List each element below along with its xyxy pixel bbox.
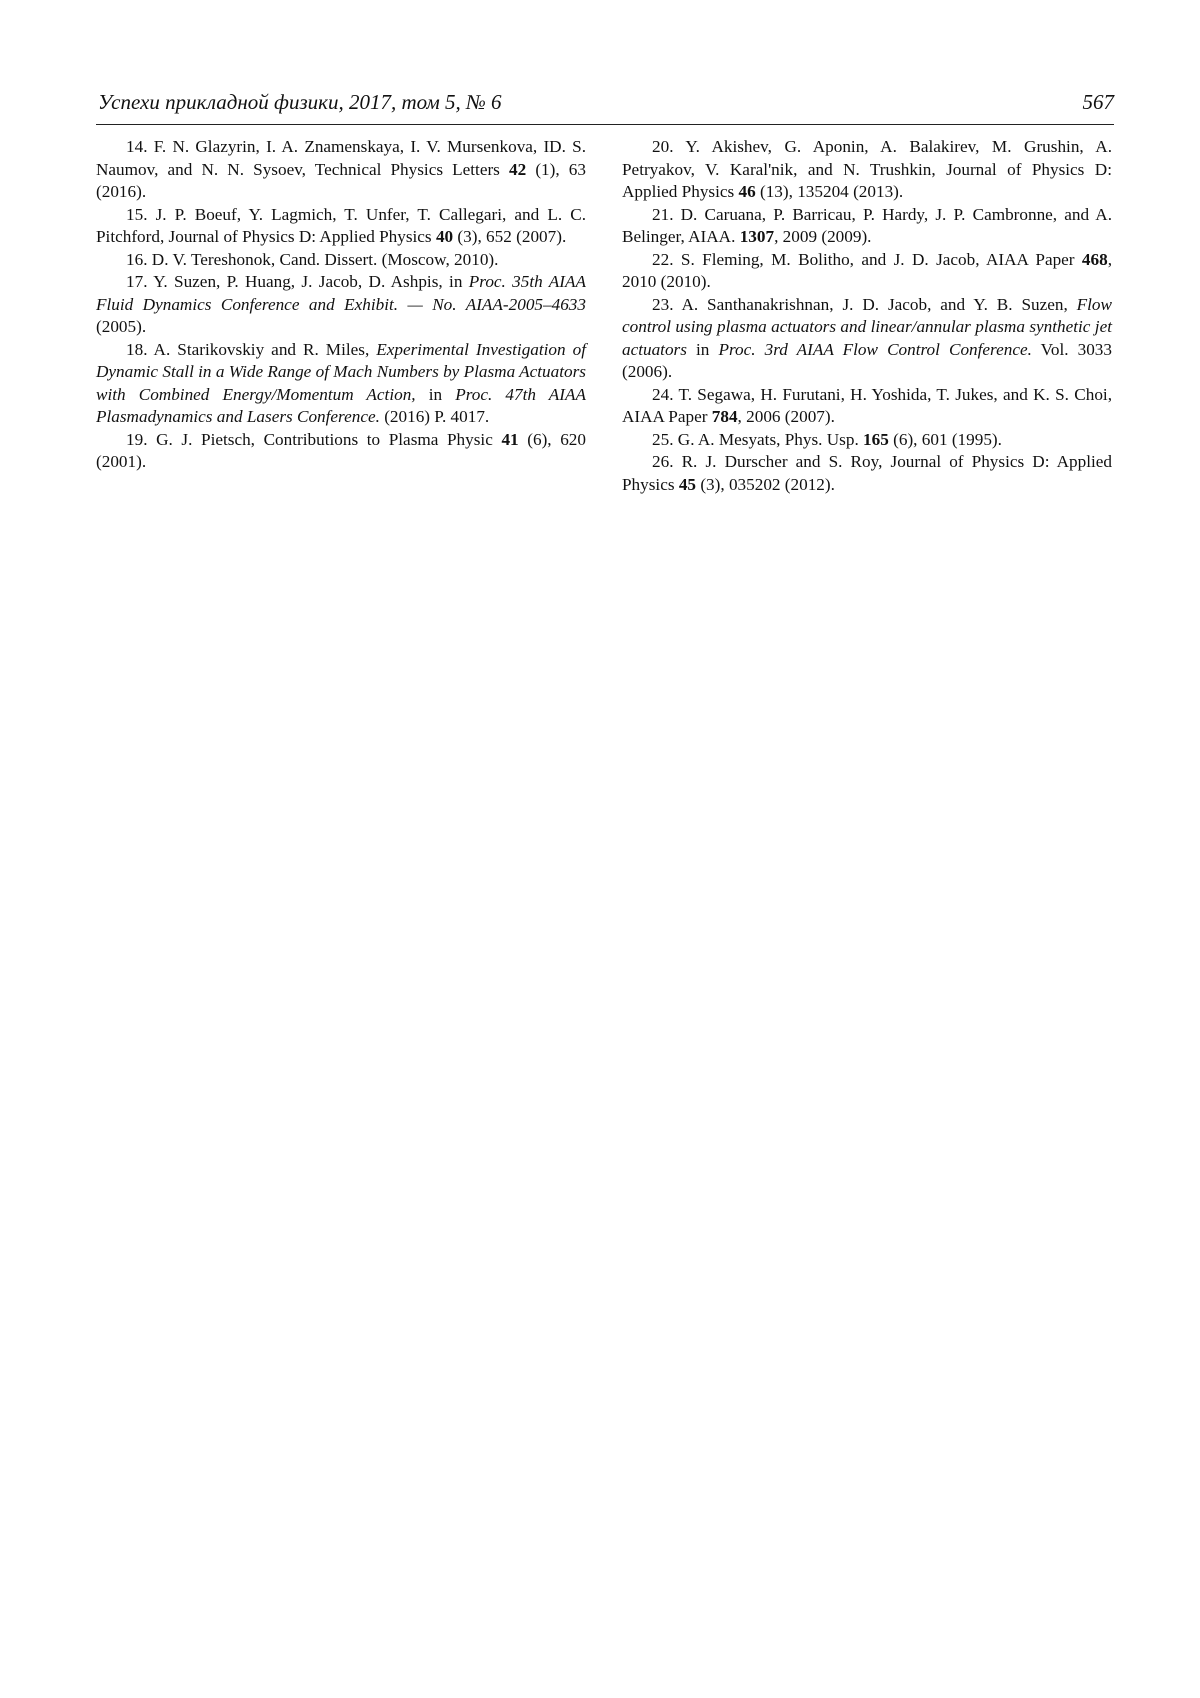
reference-volume: 40 [435, 227, 454, 246]
reference-entry [622, 204, 1112, 249]
reference-volume: 784 [711, 407, 738, 426]
references-right-column [622, 136, 1112, 496]
reference-text: (3), 652 (2007). [453, 227, 567, 246]
reference-entry [96, 249, 586, 272]
journal-title: Успехи прикладной физики, 2017, том 5, № 6 [98, 90, 502, 114]
reference-text: (6), 620 (2001). [96, 429, 586, 471]
reference-text: (2005). [96, 317, 147, 336]
reference-italic-text: Flow control using plasma actuators and linear/annular plasma synthetic jet actuators [622, 294, 1112, 359]
reference-italic-text: Proc. 35th AIAA Fluid Dynamics Conference and Exhibit. — No. AIAA-2005–4633 [96, 272, 586, 314]
reference-entry [96, 136, 586, 204]
reference-entry [622, 451, 1112, 496]
reference-entry [96, 339, 586, 429]
reference-volume: 46 [738, 182, 756, 201]
reference-text: 18. A. Starikovskiy and R. Miles, [126, 339, 377, 359]
reference-text: 20. Y. Akishev, G. Aponin, A. Balakirev, M. Grushin, A. Petryakov, V. Karal'nik, and N. Trushkin, Journal of Physics D: Applied Physics [622, 137, 1112, 201]
reference-text: 24. T. Segawa, H. Furutani, H. Yoshida, T. Jukes, and K. S. Choi, AIAA Paper [622, 384, 1112, 426]
reference-volume: 468 [1081, 249, 1108, 269]
references-left-column [96, 136, 586, 474]
reference-text: (6), 601 (1995). [888, 429, 1002, 449]
reference-italic-text: Proc. 47th AIAA Plasmadynamics and Lasers Conference. [96, 384, 586, 426]
reference-volume: 42 [509, 159, 527, 179]
reference-text: , 2009 (2009). [774, 227, 872, 246]
reference-entry [622, 294, 1112, 384]
running-header [96, 88, 1114, 125]
reference-text: in [415, 384, 456, 404]
reference-entry [96, 271, 586, 339]
reference-text: Vol. 3033 (2006). [622, 339, 1112, 381]
reference-entry [622, 249, 1112, 294]
reference-text: 25. G. A. Mesyats, Phys. Usp. [652, 429, 864, 449]
reference-entry [622, 136, 1112, 204]
reference-text: 22. S. Fleming, M. Bolitho, and J. D. Jacob, AIAA Paper [652, 249, 1082, 269]
reference-text: 19. G. J. Pietsch, Contributions to Plasma Physic [126, 429, 502, 449]
reference-italic-text: Proc. 3rd AIAA Flow Control Conference. [718, 339, 1032, 359]
reference-italic-text: Experimental Investigation of Dynamic Stall in a Wide Range of Mach Numbers by Plasma Actuators with Combined Energy/Momentum Action, [96, 339, 586, 404]
reference-text: 16. D. V. Tereshonok, Cand. Dissert. (Moscow, 2010). [126, 249, 499, 269]
reference-text: (13), 135204 (2013). [755, 182, 904, 201]
reference-text: (1), 63 (2016). [96, 159, 586, 201]
reference-entry [96, 204, 586, 249]
reference-volume: 1307 [739, 227, 775, 246]
page-number: 567 [1082, 90, 1114, 114]
reference-volume: 41 [501, 429, 519, 449]
reference-text: 21. D. Caruana, P. Barricau, P. Hardy, J. P. Cambronne, and A. Belinger, AIAA. [622, 204, 1112, 246]
reference-text: (3), 035202 (2012). [696, 474, 835, 494]
reference-text: 14. F. N. Glazyrin, I. A. Znamenskaya, I. V. Mursenkova, ID. S. Naumov, and N. N. Sysoev, Technical Physics Letters [96, 137, 586, 179]
reference-text: 23. A. Santhanakrishnan, J. D. Jacob, and Y. B. Suzen, [652, 294, 1077, 314]
reference-text: , 2010 (2010). [622, 249, 1112, 291]
reference-text: 15. J. P. Boeuf, Y. Lagmich, T. Unfer, T. Callegari, and L. C. Pitchford, Journal of Physics D: Applied Physics [96, 204, 586, 246]
reference-volume: 165 [863, 429, 889, 449]
reference-entry [622, 429, 1112, 452]
reference-text: 26. R. J. Durscher and S. Roy, Journal of Physics D: Applied Physics [622, 452, 1112, 494]
reference-volume: 45 [678, 474, 697, 494]
reference-text: , 2006 (2007). [737, 407, 835, 426]
reference-entry [622, 384, 1112, 429]
reference-text: in [686, 339, 719, 359]
reference-text: 17. Y. Suzen, P. Huang, J. Jacob, D. Ashpis, in [126, 272, 469, 291]
reference-text: (2016) P. 4017. [379, 407, 490, 426]
reference-entry [96, 429, 586, 474]
